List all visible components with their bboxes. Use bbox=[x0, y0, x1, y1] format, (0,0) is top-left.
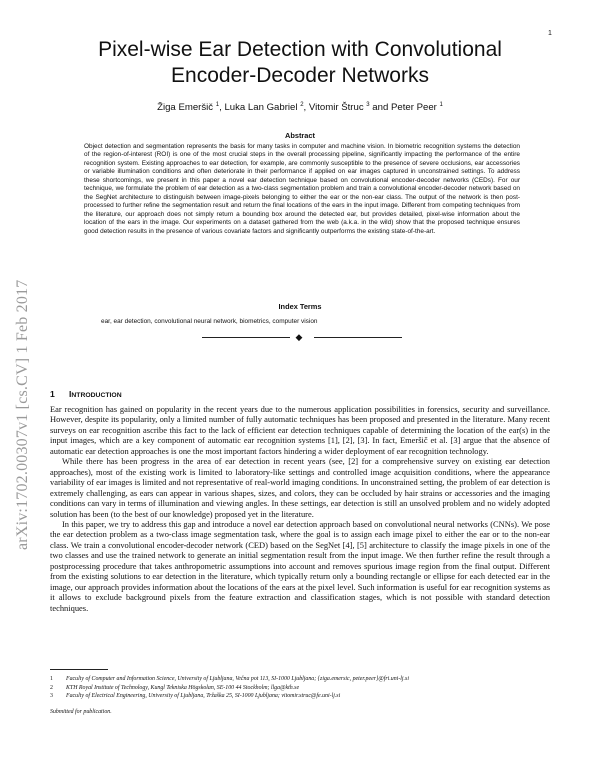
footnote-rule bbox=[50, 669, 108, 670]
author-list: Žiga Emeršič $^1$, Luka Lan Gabriel $^2$, Vitomir Štruc $^3$ and Peter Peer $^1$ bbox=[157, 102, 443, 114]
footnotes bbox=[50, 675, 550, 716]
separator-rule-left bbox=[202, 337, 290, 338]
page-number: 1 bbox=[548, 30, 552, 37]
author-name: Peter Peer bbox=[390, 102, 437, 114]
section-heading-introduction bbox=[50, 389, 550, 399]
footnote bbox=[50, 692, 550, 701]
separator-rule-right bbox=[314, 337, 402, 338]
section-separator bbox=[84, 332, 520, 342]
index-terms-heading: Index Terms bbox=[278, 302, 322, 311]
paper-title-line-1: Pixel-wise Ear Detection with Convolutional bbox=[98, 38, 502, 61]
author-name: Vitomir Štruc bbox=[308, 102, 364, 114]
section-number: 1 bbox=[50, 389, 55, 399]
footnote-text: KTH Royal Institute of Technology, Kungl Tekniska Högskolan, SE-100 44 Stockholm; llga@kth.se bbox=[66, 684, 300, 691]
section-title-initial: I bbox=[69, 389, 72, 399]
index-terms: ear, ear detection, convolutional neural network, biometrics, computer vision bbox=[101, 318, 318, 325]
footnote-text: Faculty of Computer and Information Science, University of Ljubljana, Večna pot 113, SI-1000 Ljubljana; {ziga.emersic, peter.peer}@fri.uni-lj.si bbox=[66, 676, 409, 682]
submission-note: Submitted for publication. bbox=[50, 708, 112, 715]
author-affiliation-mark: 3 bbox=[366, 102, 370, 108]
footnote-mark: 2 bbox=[50, 684, 53, 691]
paragraph: In this paper, we try to address this gap and introduce a novel ear detection approach based on convolutional neural networks (CNNs). We pose the ear detection problem as a two-class image segmentation task, where the goal is to assign each image pixel to either the ear or to the non-ear class. We train a convolutional encoder-decoder network (CED) based on the SegNet [4], [5] architecture to classify the image pixels in one of the two classes and use the trained network to generate an initial segmentation result from the input image. We then further refine the result through a postprocessing procedure that takes anthropometric assumptions into account and removes spurious image region from the final output. Different from the existing solutions to ear detection in the literature, which typically return only a bounding rectangle or ellipse for each detected ear in the image, our approach provides information about the locations of the ears at the pixel level. Such information is useful for ear recognition systems as it allows to exclude background pixels from the feature extraction and classification stages, which is not possible with standard detection techniques. bbox=[50, 518, 550, 613]
section-title-rest: NTRODUCTION bbox=[71, 392, 122, 399]
footnote bbox=[50, 675, 550, 684]
abstract-text: Object detection and segmentation represents the basis for many tasks in computer and machine vision. In biometric recognition systems the detection of the region-of-interest (ROI) is one of the most crucial steps in the overall processing pipeline, significantly impacting the performance of the entire recognition system. Existing approaches to ear detection, for example, are commonly susceptible to the presence of severe occlusions, ear accessories or variable illumination conditions and often deteriorate in their performance if applied on ear images captured in unconstrained settings. To address these shortcomings, we present in this paper a novel ear detection technique based on convolutional encoder-decoder networks (CEDs). For our technique, we formulate the problem of ear detection as a two-class segmentation problem and train a convolutional encoder-decoder network based on the SegNet architecture to distinguish between image-pixels belonging to either the ear or the non-ear class. The output of the network is then post-processed to further refine the segmentation result and return the final locations of the ears in the input image. Different from competing techniques from the literature, our approach does not simply return a bounding box around the detected ear, but provides detailed, pixel-wise information about the location of the ears in the image. Our experiments on a dataset gathered from the web (a.k.a. in the wild) show that the proposed technique ensures good detection results in the presence of various covariate factors and significantly outperforms the existing state-of-the-art. bbox=[84, 143, 520, 235]
author-affiliation-mark: 2 bbox=[300, 102, 304, 108]
footnote-mark: 1 bbox=[50, 676, 53, 682]
author-name: Žiga Emeršič bbox=[157, 102, 214, 114]
author-name: Luka Lan Gabriel bbox=[224, 102, 298, 114]
paragraph: Ear recognition has gained on popularity in the recent years due to the numerous application possibilities in forensics, security and surveillance. However, despite its popularity, only a limited number of fully automatic techniques has been proposed and presented in the literature. Many recent surveys on ear recognition ascribe this fact to the lack of efficient ear detection techniques capable of determining the location of the ear(s) in the input images, which are a key component of automatic ear recognition systems [1], [2], [3]. In fact, Emeršič et al. [3] argue that the absence of automatic ear detection approaches is one the most important factors hindering a wider deployment of ear recognition technology. bbox=[50, 404, 550, 456]
footnote-mark: 3 bbox=[50, 693, 53, 699]
footnote-text: Faculty of Electrical Engineering, University of Ljubljana, Tržaška 25, SI-1000 Ljubljana; vitomir.struc@fe.uni-lj.si bbox=[66, 693, 341, 699]
abstract-heading: Abstract bbox=[285, 131, 315, 140]
introduction-body bbox=[50, 404, 550, 613]
author-affiliation-mark: 1 bbox=[439, 102, 443, 108]
paper-title-line-2: Encoder-Decoder Networks bbox=[171, 64, 429, 87]
paper-title bbox=[60, 37, 540, 89]
footnote bbox=[50, 684, 550, 693]
diamond-icon: ◆ bbox=[295, 332, 303, 342]
paragraph: While there has been progress in the area of ear detection in recent years (see, [2] for a comprehensive survey on existing ear detection approaches), most of the existing work is limited to laboratory-like settings and controlled image acquisition conditions, where the appearance variability of ear images is limited and not representative of real-world imaging conditions. In unconstrained setting, the problem of ear detection is extremely challenging, as ears can appear in various shapes, sizes, and colors, they can be occluded by hair strains or accessories and the imaging conditions can vary in terms of illumination and viewing angles. In these settings, ear detection is still an unsolved problem and no widely adopted solution has been (to the best of our knowledge) proposed yet in the literature. bbox=[50, 456, 550, 519]
arxiv-identifier-stamp[interactable]: arXiv:1702.00307v1 [cs.CV] 1 Feb 2017 bbox=[14, 279, 31, 550]
author-affiliation-mark: 1 bbox=[215, 102, 220, 108]
